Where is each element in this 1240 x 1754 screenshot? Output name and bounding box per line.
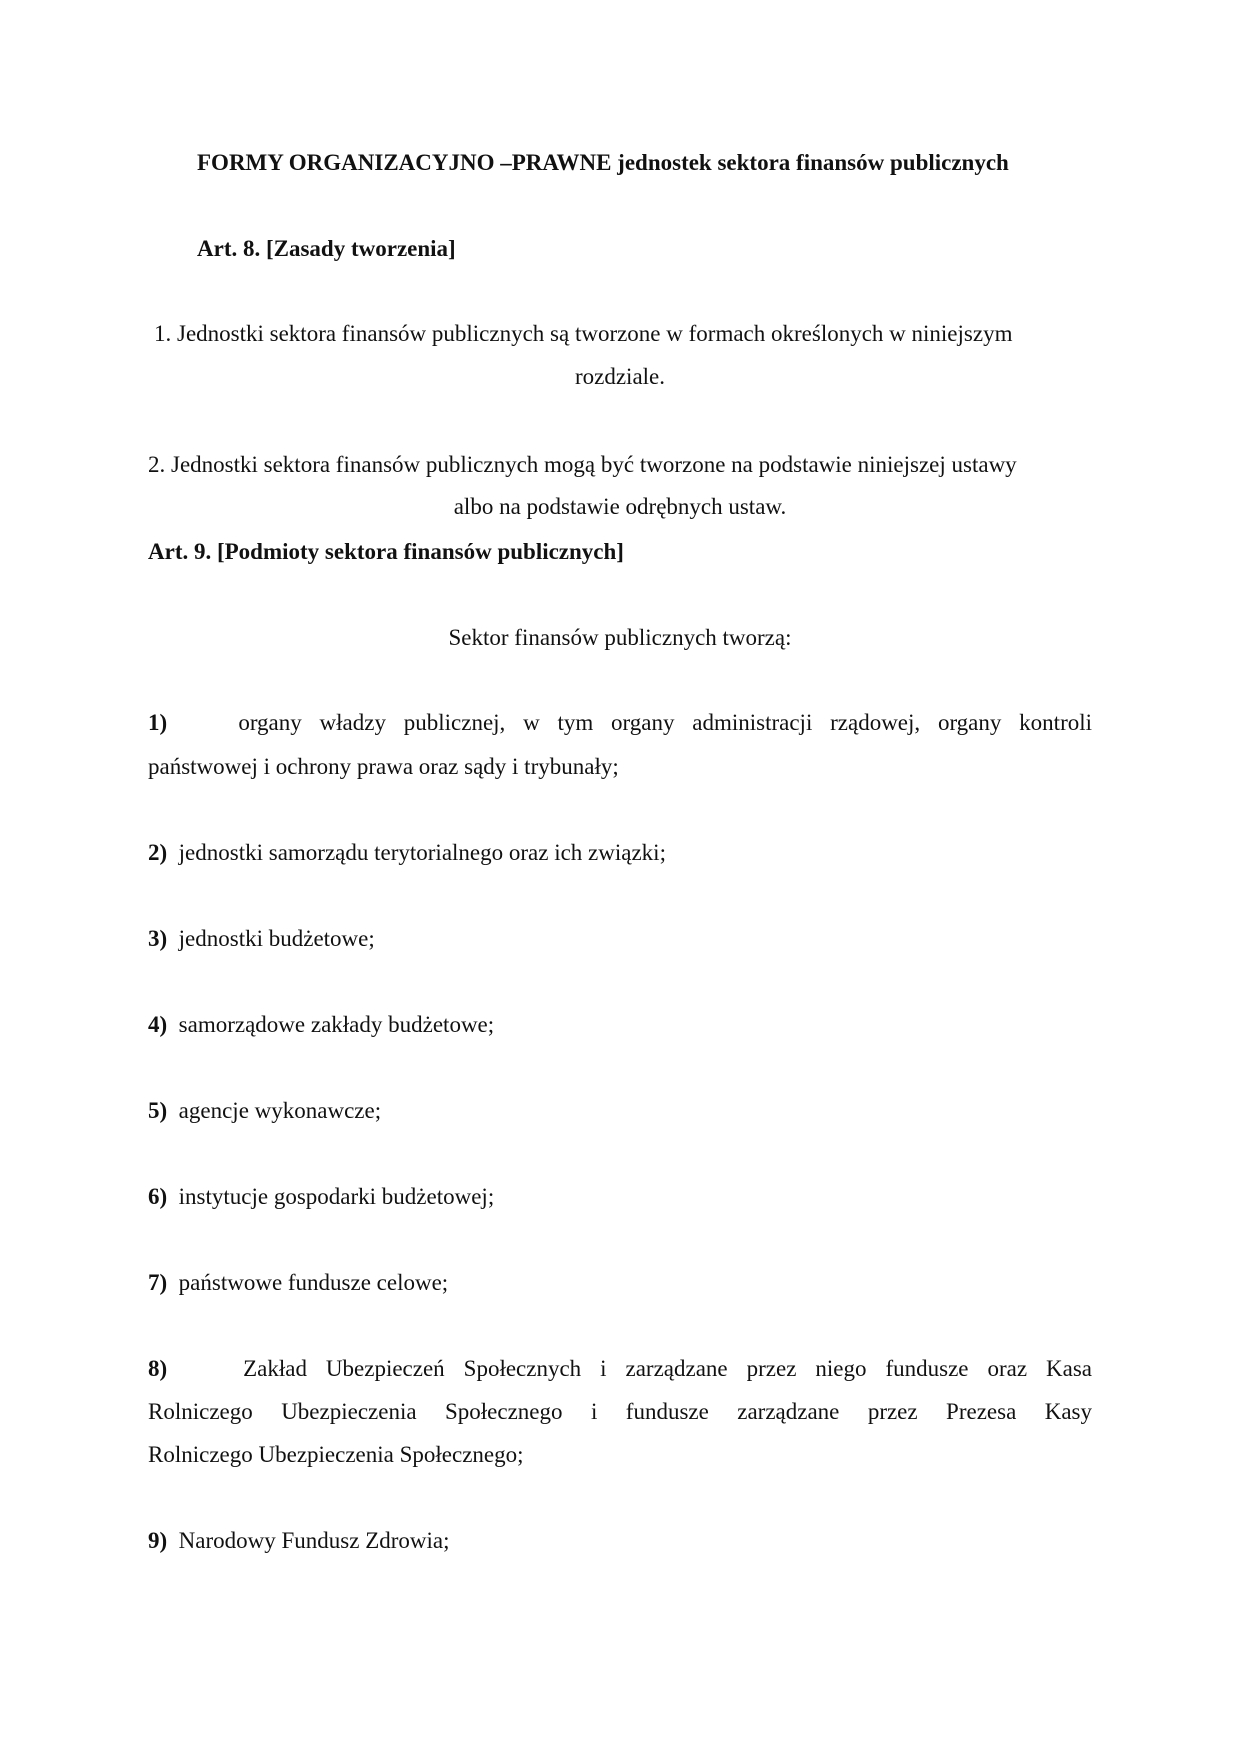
list-item-8-number: 8) xyxy=(148,1356,168,1381)
list-item-3-number: 3) xyxy=(148,926,168,951)
art8-paragraph-1-line-1: 1. Jednostki sektora finansów publicznych są tworzone w formach określonych w niniejszym xyxy=(154,321,1013,346)
document-title: FORMY ORGANIZACYJNO –PRAWNE jednostek sektora finansów publicznych xyxy=(197,150,1009,175)
list-item-1-text: organy władzy publicznej, w tym organy administracji rządowej, organy kontroli xyxy=(238,710,1093,735)
list-item-1-number: 1) xyxy=(148,710,168,735)
list-item-3 xyxy=(148,924,375,954)
list-item-7-text: państwowe fundusze celowe; xyxy=(178,1270,449,1295)
art9-heading: Art. 9. [Podmioty sektora finansów publicznych] xyxy=(148,539,624,564)
list-item-2 xyxy=(148,838,666,868)
list-item-6-text: instytucje gospodarki budżetowej; xyxy=(178,1184,495,1209)
list-item-3-text: jednostki budżetowe; xyxy=(178,926,375,951)
art8-paragraph-2-line-1: 2. Jednostki sektora finansów publicznych mogą być tworzone na podstawie niniejszej ustawy xyxy=(148,452,1017,477)
list-item-5 xyxy=(148,1096,381,1126)
list-item-9-number: 9) xyxy=(148,1528,168,1553)
list-item-1-line-1 xyxy=(148,708,1092,738)
art8-heading: Art. 8. [Zasady tworzenia] xyxy=(197,236,456,261)
list-item-4-text: samorządowe zakłady budżetowe; xyxy=(178,1012,495,1037)
list-item-8-line-3: Rolniczego Ubezpieczenia Społecznego; xyxy=(148,1442,524,1467)
list-item-9 xyxy=(148,1526,450,1556)
list-item-8-line-1 xyxy=(148,1354,1092,1384)
list-item-5-number: 5) xyxy=(148,1098,168,1123)
list-item-6-number: 6) xyxy=(148,1184,168,1209)
list-item-5-text: agencje wykonawcze; xyxy=(178,1098,382,1123)
list-item-8-text: Zakład Ubezpieczeń Społecznych i zarządzane przez niego fundusze oraz Kasa xyxy=(243,1356,1092,1381)
art8-paragraph-2-line-2: albo na podstawie odrębnych ustaw. xyxy=(453,494,787,519)
list-item-4-number: 4) xyxy=(148,1012,168,1037)
list-item-7 xyxy=(148,1268,448,1298)
list-item-6 xyxy=(148,1182,494,1212)
list-item-8-line-2: Rolniczego Ubezpieczenia Społecznego i fundusze zarządzane przez Prezesa Kasy xyxy=(148,1399,1092,1424)
list-item-1-line-2: państwowej i ochrony prawa oraz sądy i trybunały; xyxy=(148,754,619,779)
art9-intro: Sektor finansów publicznych tworzą: xyxy=(448,625,792,650)
list-item-7-number: 7) xyxy=(148,1270,168,1295)
art8-paragraph-1-line-2: rozdziale. xyxy=(574,364,666,389)
list-item-2-number: 2) xyxy=(148,840,168,865)
list-item-9-text: Narodowy Fundusz Zdrowia; xyxy=(178,1528,450,1553)
list-item-2-text: jednostki samorządu terytorialnego oraz ich związki; xyxy=(178,840,666,865)
list-item-4 xyxy=(148,1010,494,1040)
